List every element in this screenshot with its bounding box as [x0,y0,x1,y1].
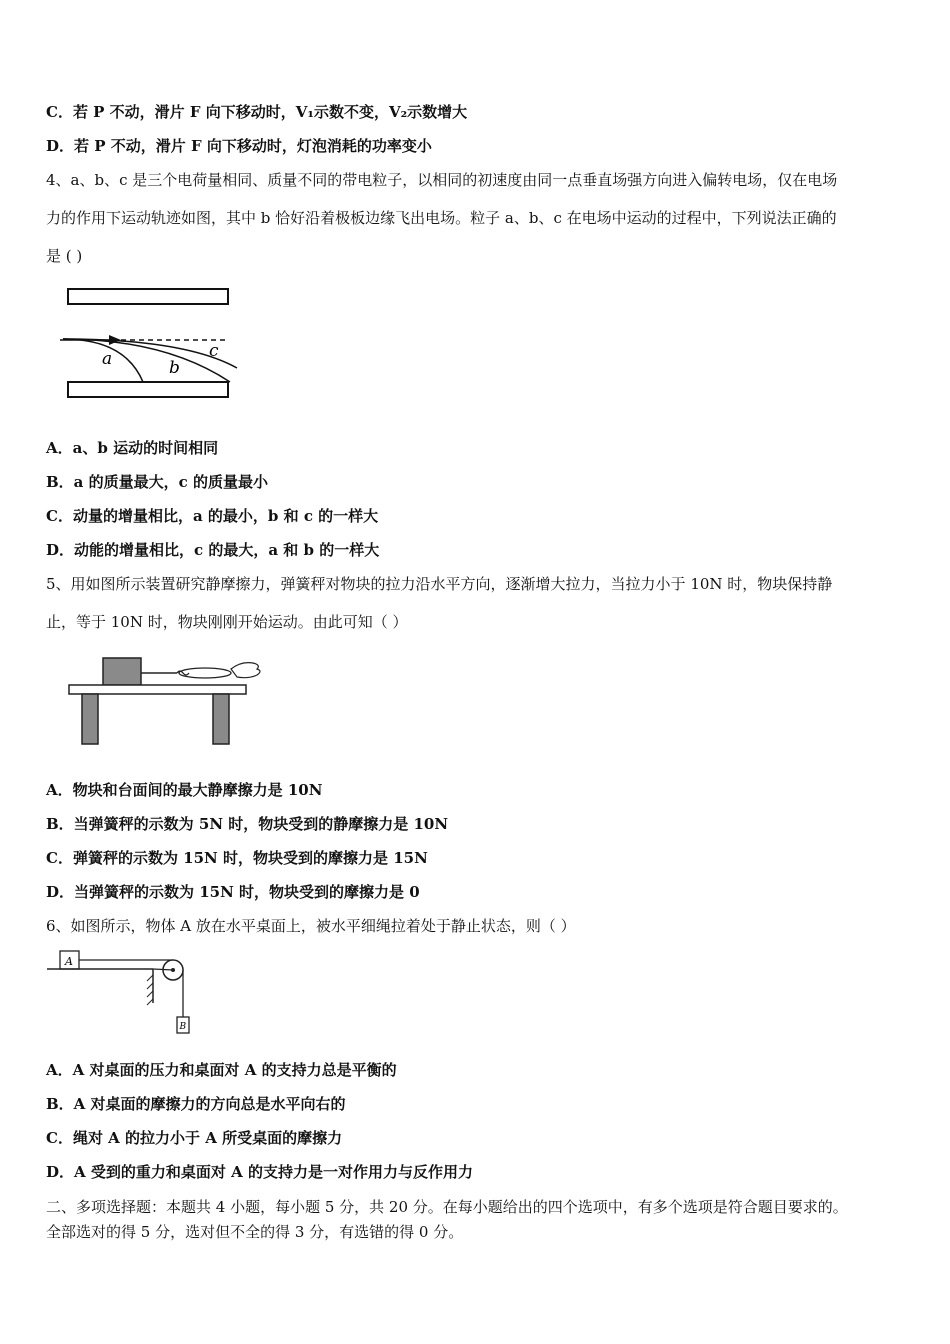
q5-option-c: C．弹簧秤的示数为 15N 时，物块受到的摩擦力是 15N [46,849,428,867]
trajectory-b [63,339,230,382]
q6-stem: 6、如图所示，物体 A 放在水平桌面上，被水平细绳拉着处于静止状态，则（ ） [46,917,576,935]
table-leg-left [82,694,98,744]
lower-plate [68,382,228,397]
q6-option-a: A．A 对桌面的压力和桌面对 A 的支持力总是平衡的 [46,1061,397,1079]
q4-stem-line2: 力的作用下运动轨迹如图，其中 b 恰好沿着极板边缘飞出电场。粒子 a、b、c 在电场中运动的过程中，下列说法正确的 [46,209,837,227]
hand [231,663,260,678]
q4-option-c: C．动量的增量相比，a 的最小，b 和 c 的一样大 [46,507,379,525]
q4-stem-line3: 是 ( ) [46,247,83,265]
q4-option-b: B．a 的质量最大，c 的质量最小 [46,473,268,491]
section2-line1: 二、多项选择题：本题共 4 小题，每小题 5 分，共 20 分。在每小题给出的四个选项中，有多个选项是符合题目要求的。 [46,1198,848,1216]
q4-option-a: A．a、b 运动的时间相同 [46,439,219,457]
label-c: c [209,341,219,361]
block [103,658,141,685]
label-a: a [102,349,113,369]
q4-stem-line1: 4、a、b、c 是三个电荷量相同、质量不同的带电粒子，以相同的初速度由同一点垂直场强方向进入偏转电场，仅在电场 [46,171,838,189]
q6-pulley-figure [45,945,205,1040]
table-leg-right [213,694,229,744]
q4-option-d: D．动能的增量相比，c 的最大，a 和 b 的一样大 [46,541,380,559]
label-block-a: A [65,955,73,968]
q5-option-a: A．物块和台面间的最大静摩擦力是 10N [46,781,323,799]
q3-option-c: C．若 P 不动，滑片 F 向下移动时，V₁示数不变，V₂示数增大 [46,103,468,121]
label-b: b [169,358,180,378]
label-block-b: B [179,1022,187,1032]
q3-option-d: D．若 P 不动，滑片 F 向下移动时，灯泡消耗的功率变小 [46,137,432,155]
section2-line2: 全部选对的得 5 分，选对但不全的得 3 分，有选错的得 0 分。 [46,1223,464,1241]
spring-balance [179,668,231,678]
q5-friction-figure [65,655,265,750]
upper-plate [68,289,228,304]
q6-option-d: D．A 受到的重力和桌面对 A 的支持力是一对作用力与反作用力 [46,1163,473,1181]
q6-option-b: B．A 对桌面的摩擦力的方向总是水平向右的 [46,1095,346,1113]
q5-stem-line2: 止，等于 10N 时，物块刚刚开始运动。由此可知（ ） [46,613,408,631]
table-hatching [147,975,153,1005]
table-top [69,685,246,694]
q5-option-b: B．当弹簧秤的示数为 5N 时，物块受到的静摩擦力是 10N [46,815,449,833]
q5-stem-line1: 5、用如图所示装置研究静摩擦力，弹簧秤对物块的拉力沿水平方向，逐渐增大拉力，当拉力小于 10N 时，物块保持静 [46,575,833,593]
q5-option-d: D．当弹簧秤的示数为 15N 时，物块受到的摩擦力是 0 [46,883,420,901]
q4-deflection-figure [55,284,255,409]
q6-option-c: C．绳对 A 的拉力小于 A 所受桌面的摩擦力 [46,1129,343,1147]
